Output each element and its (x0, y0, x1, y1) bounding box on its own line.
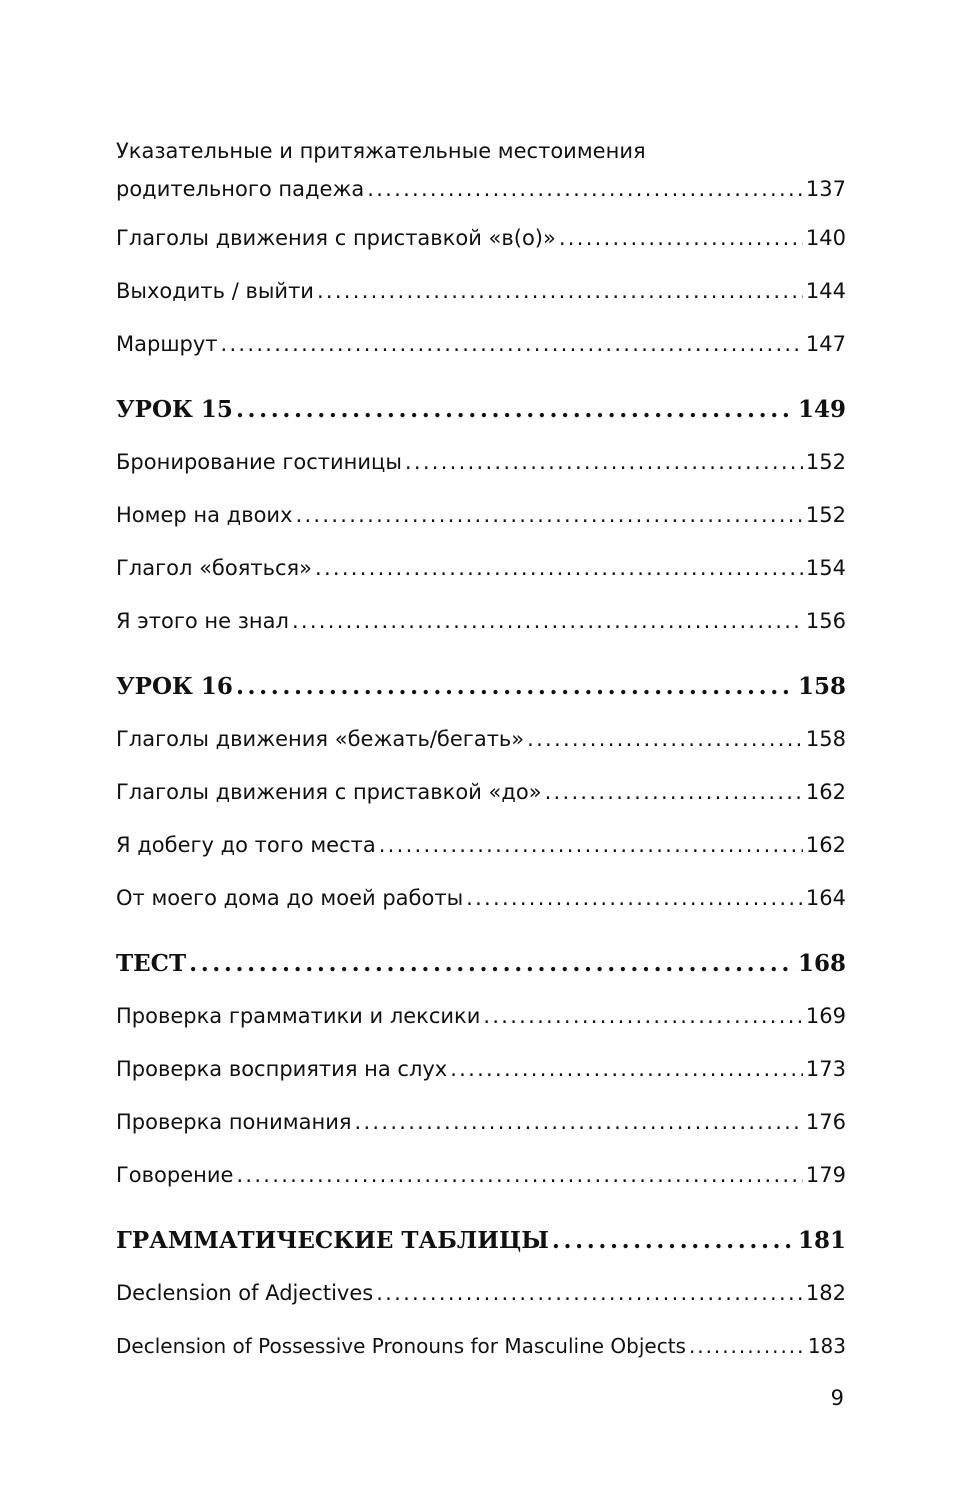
dot-leader (379, 819, 803, 872)
toc-page-number: 149 (797, 396, 846, 423)
toc-entry[interactable] (116, 318, 846, 371)
toc-page-number: 152 (805, 450, 846, 474)
dot-leader (552, 1214, 795, 1267)
toc-page-number: 137 (805, 177, 846, 201)
toc-heading-grammar-tables[interactable] (116, 1214, 846, 1267)
section-gap (116, 648, 846, 660)
toc-entry[interactable] (116, 265, 846, 318)
toc-entry-title: Номер на двоих (116, 503, 293, 527)
dot-leader (189, 937, 795, 990)
toc-entry[interactable] (116, 1320, 846, 1373)
toc-entry[interactable] (116, 819, 846, 872)
toc-entry-title: От моего дома до моей работы (116, 886, 464, 910)
toc-page-number: 158 (797, 673, 846, 700)
section-gap (116, 925, 846, 937)
dot-leader (296, 489, 803, 542)
dot-leader (317, 265, 803, 318)
toc-entry-title: Говорение (116, 1163, 234, 1187)
table-of-contents (116, 136, 846, 1373)
toc-entry-title: Я этого не знал (116, 609, 289, 633)
section-gap (116, 1202, 846, 1214)
toc-page-number: 140 (805, 226, 846, 250)
toc-page-number: 156 (805, 609, 846, 633)
toc-entry-title: Выходить / выйти (116, 279, 314, 303)
toc-page-number: 162 (805, 833, 846, 857)
toc-entry-title: Declension of Possessive Pronouns for Masculine Objects (116, 1334, 686, 1358)
toc-entry-title: Глагол «бояться» (116, 556, 312, 580)
toc-heading-title: ТЕСТ (116, 950, 187, 977)
toc-page-number: 164 (805, 886, 846, 910)
toc-entry[interactable] (116, 766, 846, 819)
toc-page-number: 181 (797, 1227, 846, 1254)
dot-leader (355, 1096, 803, 1149)
page-number: 9 (830, 1386, 844, 1410)
toc-entry-title: Я добегу до того места (116, 833, 376, 857)
toc-page-number: 162 (805, 780, 846, 804)
dot-leader (236, 383, 795, 436)
toc-page-number: 183 (807, 1334, 846, 1358)
toc-entry[interactable] (116, 212, 846, 265)
toc-heading-title: УРОК 16 (116, 673, 233, 700)
dot-leader (689, 1320, 805, 1373)
toc-heading-title: ГРАММАТИЧЕСКИЕ ТАБЛИЦЫ (116, 1227, 549, 1254)
toc-entry-title: Глаголы движения с приставкой «до» (116, 780, 542, 804)
toc-page-number: 168 (797, 950, 846, 977)
toc-entry-title: Бронирование гостиницы (116, 450, 402, 474)
toc-entry[interactable] (116, 1149, 846, 1202)
toc-heading-lesson-15[interactable] (116, 383, 846, 436)
toc-entry[interactable] (116, 713, 846, 766)
dot-leader (221, 318, 803, 371)
toc-page-number: 176 (805, 1110, 846, 1134)
toc-page-number: 169 (805, 1004, 846, 1028)
dot-leader (450, 1043, 803, 1096)
dot-leader (315, 542, 803, 595)
toc-page-number: 144 (805, 279, 846, 303)
toc-entry-title: Маршрут (116, 332, 218, 356)
dot-leader (483, 990, 803, 1043)
toc-heading-title: УРОК 15 (116, 396, 233, 423)
dot-leader (405, 436, 803, 489)
toc-entry[interactable] (116, 542, 846, 595)
toc-page-number: 179 (805, 1163, 846, 1187)
dot-leader (559, 212, 803, 265)
dot-leader (466, 872, 803, 925)
toc-entry-intro[interactable] (116, 166, 846, 212)
dot-leader (376, 1267, 803, 1320)
toc-heading-test[interactable] (116, 937, 846, 990)
toc-page-number: 158 (805, 727, 846, 751)
dot-leader (236, 660, 795, 713)
section-gap (116, 371, 846, 383)
toc-entry-title: Глаголы движения «бежать/бегать» (116, 727, 525, 751)
dot-leader (236, 1149, 802, 1202)
dot-leader (367, 166, 803, 212)
dot-leader (527, 713, 803, 766)
dot-leader (292, 595, 803, 648)
toc-entry-title: Проверка грамматики и лексики (116, 1004, 481, 1028)
toc-page-number: 154 (805, 556, 846, 580)
toc-entry-title: Указательные и притяжательные местоимения (116, 139, 646, 163)
toc-entry-title: Глаголы движения с приставкой «в(о)» (116, 226, 556, 250)
toc-entry[interactable] (116, 595, 846, 648)
toc-page-number: 182 (805, 1281, 846, 1305)
toc-entry-title: Проверка восприятия на слух (116, 1057, 448, 1081)
toc-page-number: 152 (805, 503, 846, 527)
toc-entry[interactable] (116, 990, 846, 1043)
dot-leader (545, 766, 803, 819)
toc-entry-title: родительного падежа (116, 177, 365, 201)
toc-entry-intro-line1 (116, 136, 846, 166)
toc-entry[interactable] (116, 436, 846, 489)
toc-heading-lesson-16[interactable] (116, 660, 846, 713)
toc-entry[interactable] (116, 1043, 846, 1096)
toc-entry-title: Declension of Adjectives (116, 1281, 374, 1305)
toc-entry[interactable] (116, 489, 846, 542)
toc-entry[interactable] (116, 1267, 846, 1320)
toc-page-number: 173 (805, 1057, 846, 1081)
toc-entry[interactable] (116, 1096, 846, 1149)
toc-entry-title: Проверка понимания (116, 1110, 352, 1134)
toc-entry[interactable] (116, 872, 846, 925)
toc-page-number: 147 (805, 332, 846, 356)
